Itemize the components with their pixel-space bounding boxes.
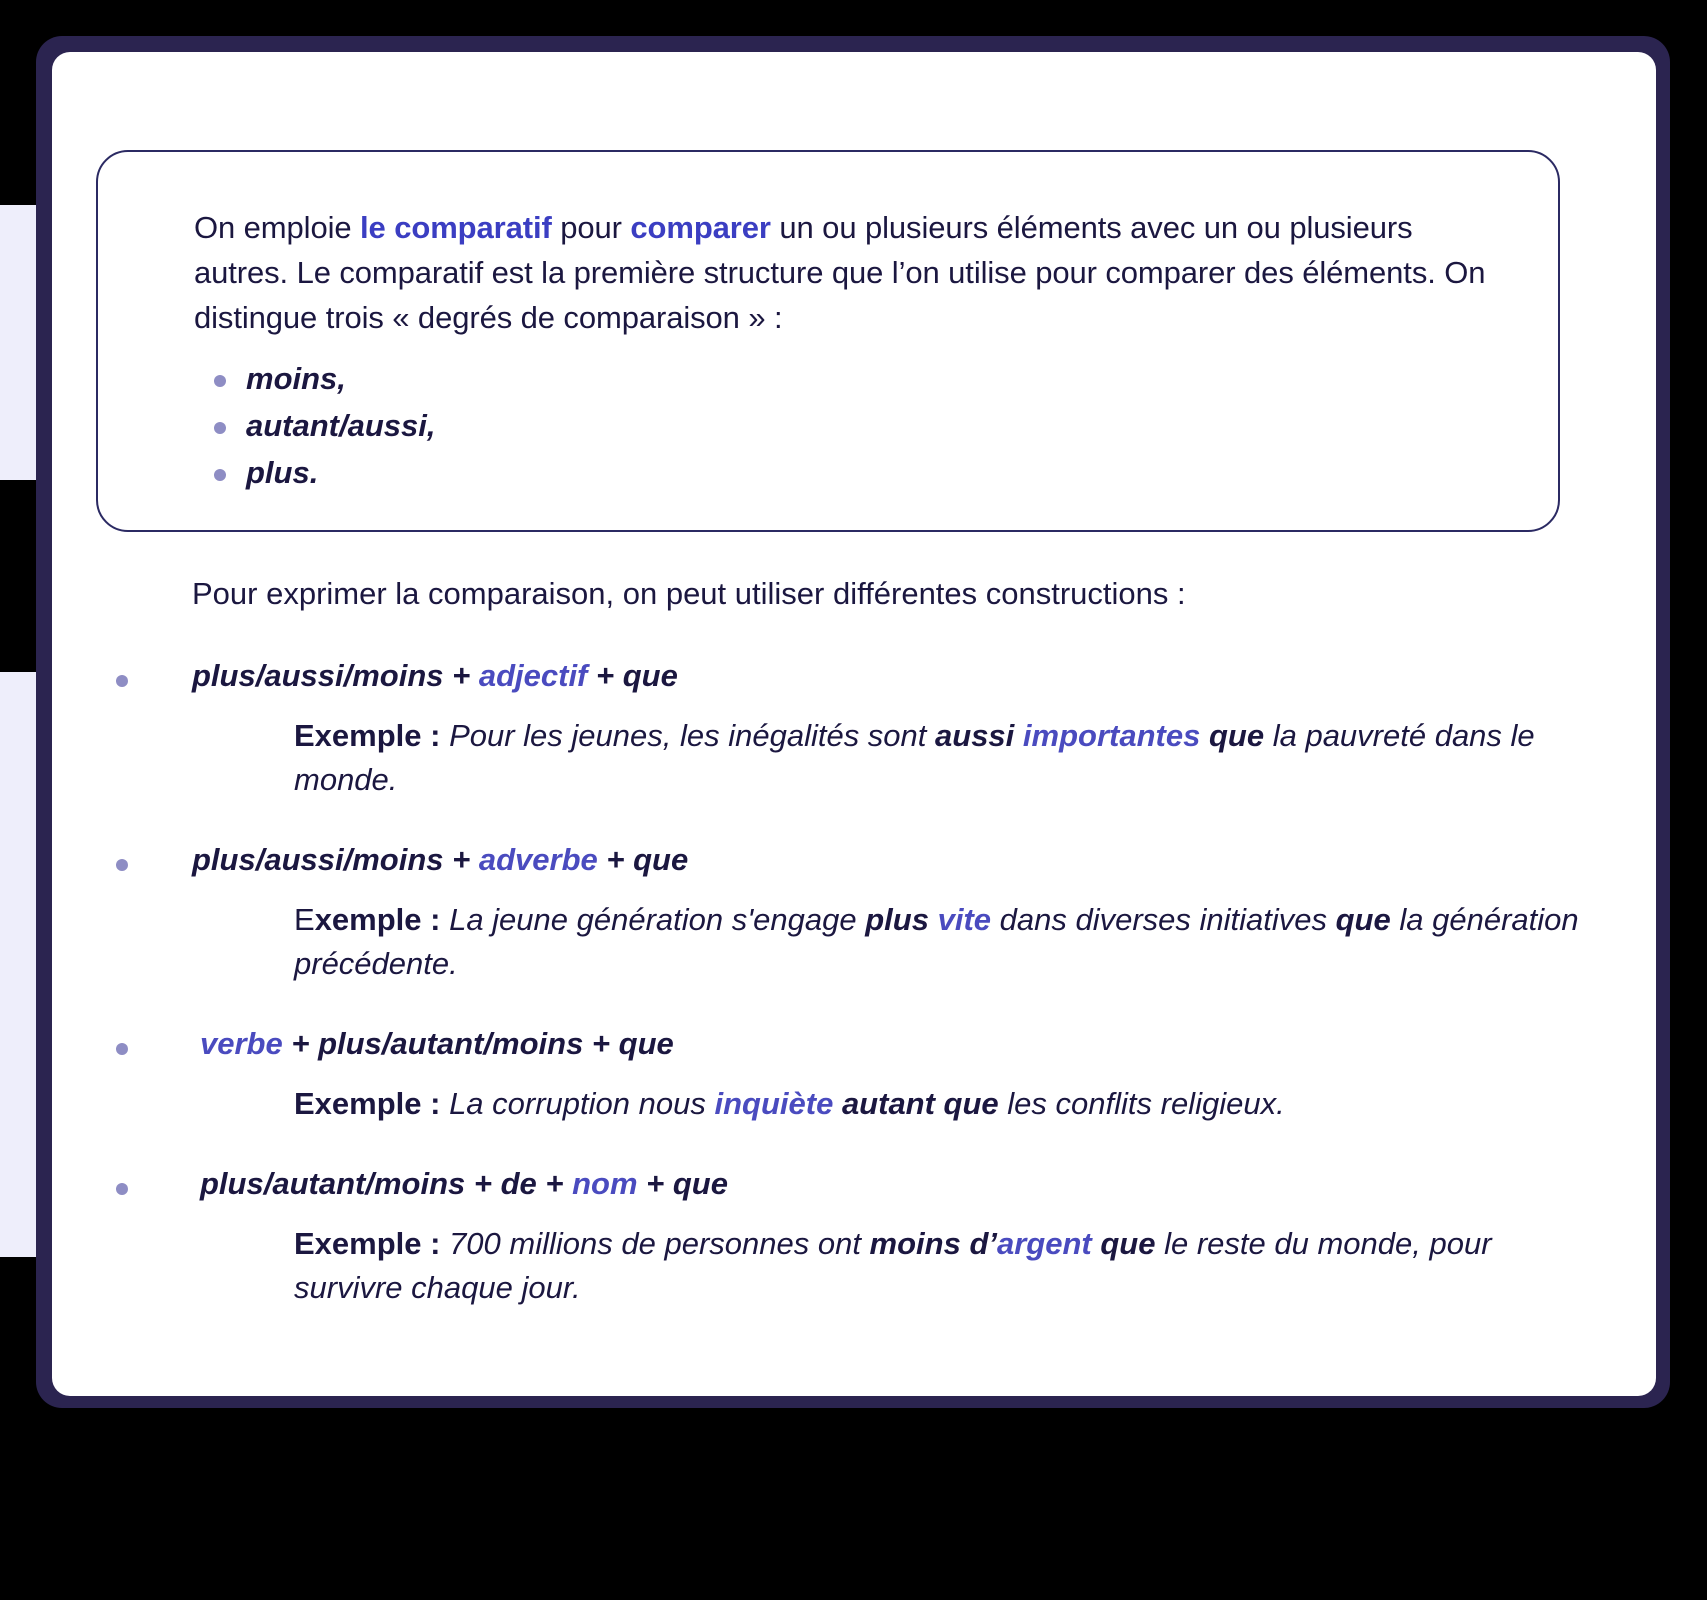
degrees-list: [194, 355, 1500, 496]
example-bold-moins-d: moins d’: [869, 1226, 997, 1262]
rule-text-before: plus/aussi/moins +: [192, 842, 479, 878]
constructions-section: [96, 576, 1596, 1310]
definition-paragraph: [194, 206, 1500, 341]
rule-token-adverbe: adverbe: [478, 842, 598, 878]
rule-formula-nom: [96, 1166, 1596, 1202]
example-nom: [294, 1222, 1596, 1310]
definition-text-part-2: pour: [551, 210, 631, 245]
rule-formula-adjectif: [96, 658, 1596, 694]
example-bold-que: que: [1100, 1226, 1156, 1262]
example-lead-label: Exemple :: [294, 1086, 450, 1122]
example-lead-initial: E: [294, 902, 315, 938]
example-accent-inquiete: inquiète: [714, 1086, 834, 1122]
lesson-card: [52, 52, 1656, 1396]
constructions-list: [96, 658, 1596, 1310]
example-accent-vite: vite: [937, 902, 992, 938]
definition-text-part-1: On emploie: [194, 210, 361, 245]
example-accent-argent: argent: [997, 1226, 1092, 1262]
example-text-2: dans diverses initiatives: [991, 902, 1336, 938]
example-text-1: Pour les jeunes, les inégalités sont: [449, 718, 936, 753]
example-text-1: 700 millions de personnes ont: [449, 1226, 870, 1262]
example-bold-plus: plus: [865, 902, 929, 938]
example-bold-aussi: aussi: [935, 718, 1015, 753]
example-bold-que: que: [1335, 902, 1391, 938]
example-lead-label: Exemple :: [294, 1226, 450, 1262]
example-lead-label: Exemple :: [294, 718, 450, 753]
definition-highlight-comparatif: le comparatif: [360, 210, 552, 245]
example-space-1: [929, 902, 938, 937]
example-space-1: [833, 1086, 842, 1121]
construction-item-verbe: [96, 1026, 1596, 1126]
construction-item-adverbe: [96, 842, 1596, 986]
example-accent-importantes: importantes: [1022, 718, 1201, 753]
example-bold-que: que: [1208, 718, 1265, 753]
degree-item-autant-aussi: [194, 402, 1500, 449]
example-space-2: [1200, 718, 1209, 753]
example-bold-autant-que: autant que: [841, 1086, 999, 1122]
example-verbe: [294, 1082, 1596, 1126]
example-text-2: les conflits religieux.: [998, 1086, 1285, 1122]
rule-text-after: + que: [637, 1166, 728, 1202]
rule-formula-adverbe: [96, 842, 1596, 878]
rule-formula-verbe: [96, 1026, 1596, 1062]
construction-item-adjectif: [96, 658, 1596, 802]
rule-text-after: + que: [587, 658, 678, 693]
example-space-1: [1014, 718, 1023, 753]
constructions-intro: Pour exprimer la comparaison, on peut utiliser différentes constructions :: [192, 576, 1186, 611]
rule-token-verbe: verbe: [200, 1026, 283, 1062]
rule-text-before: plus/aussi/moins +: [192, 658, 479, 693]
definition-highlight-comparer: comparer: [630, 210, 771, 245]
definition-box: [96, 150, 1560, 532]
example-text-1: La corruption nous: [449, 1086, 715, 1122]
example-adjectif: [294, 714, 1596, 802]
rule-token-adjectif: adjectif: [478, 658, 588, 693]
rule-text-after: + plus/autant/moins + que: [282, 1026, 674, 1062]
example-adverbe: [294, 898, 1596, 986]
degree-item-plus: [194, 449, 1500, 496]
example-text-1: La jeune génération s'engage: [449, 902, 866, 938]
definition-text-part-3: un ou plusieurs éléments avec un ou plusieurs autres. Le comparatif est la première structure que l’on utilise pour comparer des éléments. On distingue trois « degrés de comparaison » :: [194, 210, 1486, 335]
example-text-2: la pauvreté dans le monde.: [294, 718, 1535, 798]
rule-token-nom: nom: [572, 1166, 638, 1202]
example-text-3: la génération précédente.: [294, 902, 1579, 982]
rule-text-before: plus/autant/moins + de +: [200, 1166, 573, 1202]
degree-item-moins: [194, 355, 1500, 402]
degree-label: plus.: [246, 455, 319, 491]
construction-item-nom: [96, 1166, 1596, 1310]
rule-text-after: + que: [597, 842, 689, 878]
degree-label: autant/aussi,: [246, 407, 436, 443]
example-text-2: le reste du monde, pour survivre chaque jour.: [294, 1226, 1492, 1306]
degree-label: moins,: [246, 360, 346, 396]
example-lead-label: xemple :: [314, 902, 450, 938]
